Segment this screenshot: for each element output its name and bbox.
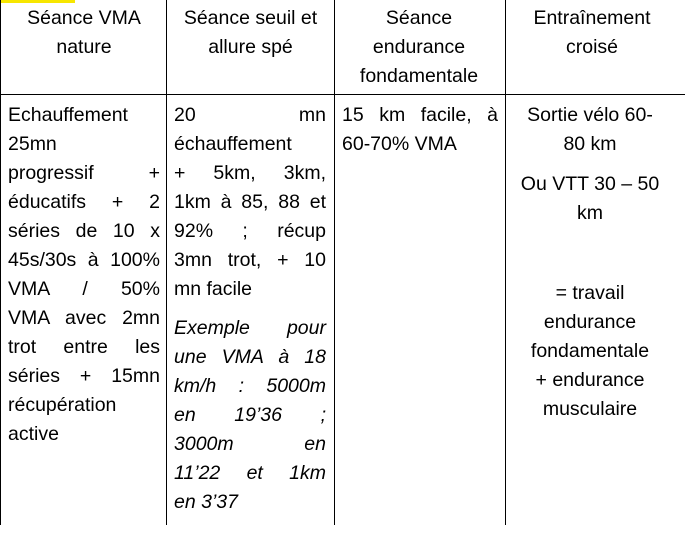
cell-line: active xyxy=(8,423,59,445)
example-line: en 19’36 ; xyxy=(174,404,326,426)
cell-line: Sortie vélo 60- xyxy=(527,104,653,126)
cell-line: 1km à 85, 88 et xyxy=(174,191,326,213)
cell-line: Ou VTT 30 – 50 xyxy=(520,173,660,195)
header-entrainement-croise: Entraînement croisé xyxy=(533,7,651,58)
cell-entrainement-croise xyxy=(510,101,670,424)
example-line: une VMA à 18 xyxy=(174,346,326,368)
cell-line: 92% ; récup xyxy=(174,220,326,242)
cell-line: mn facile xyxy=(174,278,253,300)
cell-line: + 5km, 3km, xyxy=(174,162,326,184)
cell-line: 25mn xyxy=(8,133,57,155)
cell-endurance-fondamentale xyxy=(342,101,498,159)
header-highlight-mark xyxy=(0,0,75,3)
example-line: en 3’37 xyxy=(174,491,238,513)
cell-line: 80 km xyxy=(563,133,617,155)
cell-line: éducatifs + 2 xyxy=(8,191,160,213)
example-line: 3000m en xyxy=(174,433,326,455)
cell-line: VMA avec 2mn xyxy=(8,307,160,329)
cell-line: récupération xyxy=(8,394,117,416)
cell-line: 15 km facile, à xyxy=(342,104,498,126)
column-divider-1 xyxy=(166,0,167,525)
cell-line: VMA / 50% xyxy=(8,278,160,300)
cell-seuil-allure xyxy=(174,101,326,517)
cell-line: trot entre les xyxy=(8,336,160,358)
cell-line: km xyxy=(577,202,603,224)
column-divider-3 xyxy=(505,0,506,525)
cell-line: endurance xyxy=(543,311,637,333)
example-line: Exemple pour xyxy=(174,317,326,339)
example-line: km/h : 5000m xyxy=(174,375,326,397)
table-left-border xyxy=(0,0,1,525)
header-seuil-allure: Séance seuil et allure spé xyxy=(183,7,318,58)
header-endurance-fondamentale: Séance endurance fondamentale xyxy=(359,7,479,87)
example-line: 11’22 et 1km xyxy=(174,462,326,484)
cell-line: musculaire xyxy=(542,398,638,420)
cell-vma-nature xyxy=(8,101,160,449)
cell-line: échauffement xyxy=(174,133,292,155)
cell-line: séries + 15mn xyxy=(8,365,160,387)
cell-line: fondamentale xyxy=(530,340,650,362)
cell-line: 3mn trot, + 10 xyxy=(174,249,326,271)
cell-line: 45s/30s à 100% xyxy=(8,249,160,271)
cell-line: = travail xyxy=(555,282,625,304)
cell-line: séries de 10 x xyxy=(8,220,160,242)
cell-line: 60-70% VMA xyxy=(342,133,457,155)
cell-line: progressif + xyxy=(8,162,160,184)
cell-line: Echauffement xyxy=(8,104,128,126)
column-divider-2 xyxy=(334,0,335,525)
cell-line: + endurance xyxy=(535,369,645,391)
cell-line: 20 mn xyxy=(174,104,326,126)
header-separator-line xyxy=(0,94,685,95)
header-vma-nature: Séance VMA nature xyxy=(27,7,141,58)
